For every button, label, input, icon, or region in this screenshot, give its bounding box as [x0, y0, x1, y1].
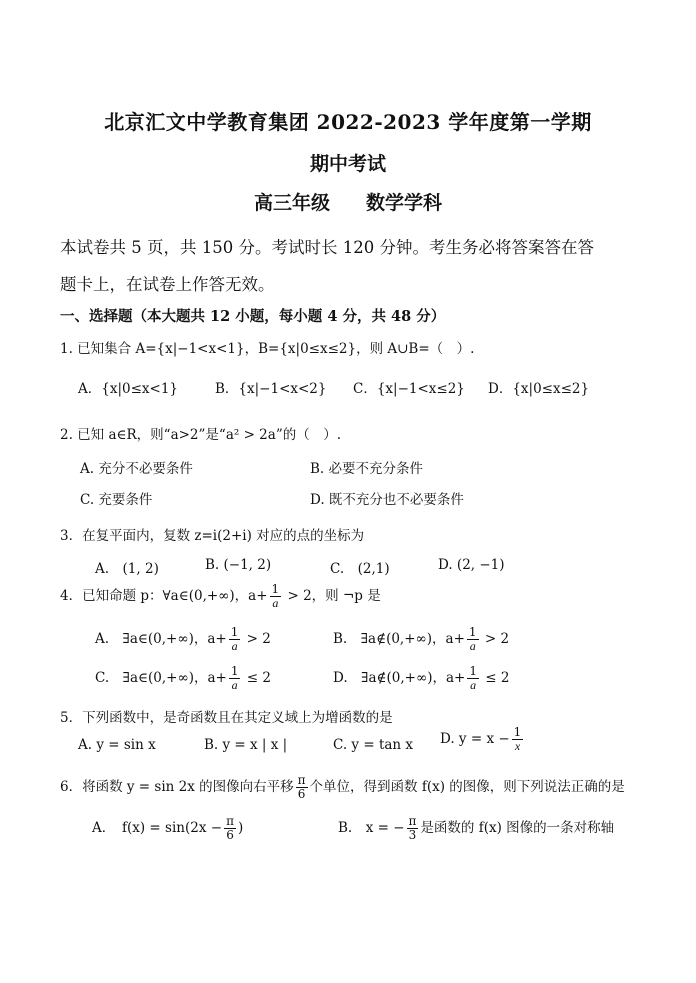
fraction: [229, 665, 241, 692]
option-text: ≤ 2: [242, 670, 271, 686]
option-text: > 2: [480, 631, 510, 647]
question-4-option-a: [95, 626, 271, 653]
question-5-option-b: B. y = x | x |: [204, 737, 288, 753]
option-text: ): [237, 820, 244, 836]
fraction-numerator: 1: [230, 625, 239, 639]
fraction-denominator: x: [514, 739, 521, 753]
fraction-numerator: 1: [469, 664, 477, 678]
fraction-denominator: a: [231, 678, 238, 692]
stem-text: 6．将函数 y = sin 2x 的图像向右平移: [60, 779, 294, 795]
fraction: [296, 774, 308, 801]
question-2-option-a: A. 充分不必要条件: [80, 461, 193, 477]
option-text: 是函数的 f(x) 图像的一条对称轴: [420, 820, 615, 836]
fraction-numerator: 1: [513, 725, 522, 739]
fraction: [512, 726, 524, 753]
fraction-numerator: 1: [468, 625, 477, 639]
question-3-option-a: A. (1, 2): [95, 561, 159, 577]
fraction-denominator: 6: [226, 828, 234, 842]
question-4-stem-post: > 2，则 ¬p 是: [283, 588, 381, 604]
fraction-numerator: 1: [230, 664, 239, 678]
fraction-denominator: 6: [297, 787, 306, 801]
question-1-option-d: D．{x|0≤x≤2}: [488, 381, 590, 397]
fraction: [229, 626, 241, 653]
question-3-option-c: C. (2,1): [330, 561, 390, 577]
question-2-option-b: B. 必要不充分条件: [310, 461, 424, 477]
option-text: ≤ 2: [480, 670, 510, 686]
option-text: B. ∃a∉(0,+∞)，a+: [333, 631, 465, 647]
exam-school-title: 北京汇文中学教育集团 2022-2023 学年度第一学期: [104, 110, 592, 134]
fraction: [407, 815, 419, 842]
question-5-option-c: C. y = tan x: [333, 737, 414, 753]
question-4-option-b: [333, 626, 509, 653]
question-1-stem: 1. 已知集合 A={x|−1<x<1}，B={x|0≤x≤2}，则 A∪B=（ ）.: [60, 341, 475, 357]
question-3-stem: 3．在复平面内，复数 z=i(2+i) 对应的点的坐标为: [60, 528, 365, 544]
question-1-option-c: C．{x|−1<x≤2}: [353, 381, 465, 397]
fraction-denominator: 3: [408, 828, 417, 842]
instructions-line-1: 本试卷共 5 页，共 150 分。考试时长 120 分钟。考生务必将答案答在答: [60, 238, 594, 257]
stem-text: 个单位，得到函数 f(x) 的图像，则下列说法正确的是: [309, 779, 625, 795]
question-2-option-d: D. 既不充分也不必要条件: [310, 492, 464, 508]
question-2-stem: 2. 已知 a∈R，则“a>2”是“a² > 2a”的（ ）.: [60, 427, 342, 443]
question-6-option-b: [338, 815, 614, 842]
exam-type-title: 期中考试: [309, 153, 386, 175]
option-text: C. ∃a∈(0,+∞)，a+: [95, 670, 227, 686]
question-5-option-d: [440, 726, 525, 753]
fraction-numerator: π: [408, 814, 417, 828]
question-4-option-c: [95, 665, 271, 692]
option-text: D. y = x −: [440, 731, 510, 747]
fraction-denominator: a: [231, 639, 238, 653]
option-text: > 2: [242, 631, 271, 647]
option-text: B. x = −: [338, 820, 405, 836]
question-4-stem-pre: 4．已知命题 p：∀a∈(0,+∞)，a+: [60, 588, 268, 604]
grade-subject-line: [0, 188, 696, 215]
question-4-stem: [60, 583, 381, 610]
fraction-denominator: a: [272, 596, 279, 610]
fraction: [270, 583, 282, 610]
fraction: [224, 815, 236, 842]
question-1-option-a: A．{x|0≤x<1}: [78, 381, 179, 397]
grade-label: 高三年级: [253, 192, 330, 214]
fraction-denominator: a: [469, 639, 476, 653]
question-1-option-b: B．{x|−1<x<2}: [215, 381, 327, 397]
fraction-numerator: 1: [271, 582, 280, 596]
question-2-option-c: C. 充要条件: [80, 492, 153, 508]
fraction-numerator: π: [297, 773, 306, 787]
question-6-option-a: [92, 815, 243, 842]
option-text: A. ∃a∈(0,+∞)，a+: [95, 631, 227, 647]
question-3-option-b: B. (−1, 2): [205, 557, 272, 573]
option-text: D. ∃a∉(0,+∞)，a+: [333, 670, 466, 686]
question-5-stem: 5．下列函数中，是奇函数且在其定义域上为增函数的是: [60, 710, 393, 726]
section-title: 一、选择题（本大题共 12 小题，每小题 4 分，共 48 分）: [60, 308, 446, 325]
question-6-stem: [60, 774, 625, 801]
fraction: [467, 665, 479, 692]
fraction-denominator: a: [470, 678, 477, 692]
question-4-option-d: [333, 665, 509, 692]
subject-label: 数学学科: [366, 192, 443, 214]
question-5-option-a: A. y = sin x: [78, 737, 156, 753]
instructions-line-2: 题卡上，在试卷上作答无效。: [60, 275, 275, 294]
option-text: A． f(x) = sin(2x −: [92, 820, 223, 836]
question-3-option-d: D. (2, −1): [438, 557, 505, 573]
fraction: [467, 626, 479, 653]
fraction-numerator: π: [226, 814, 234, 828]
